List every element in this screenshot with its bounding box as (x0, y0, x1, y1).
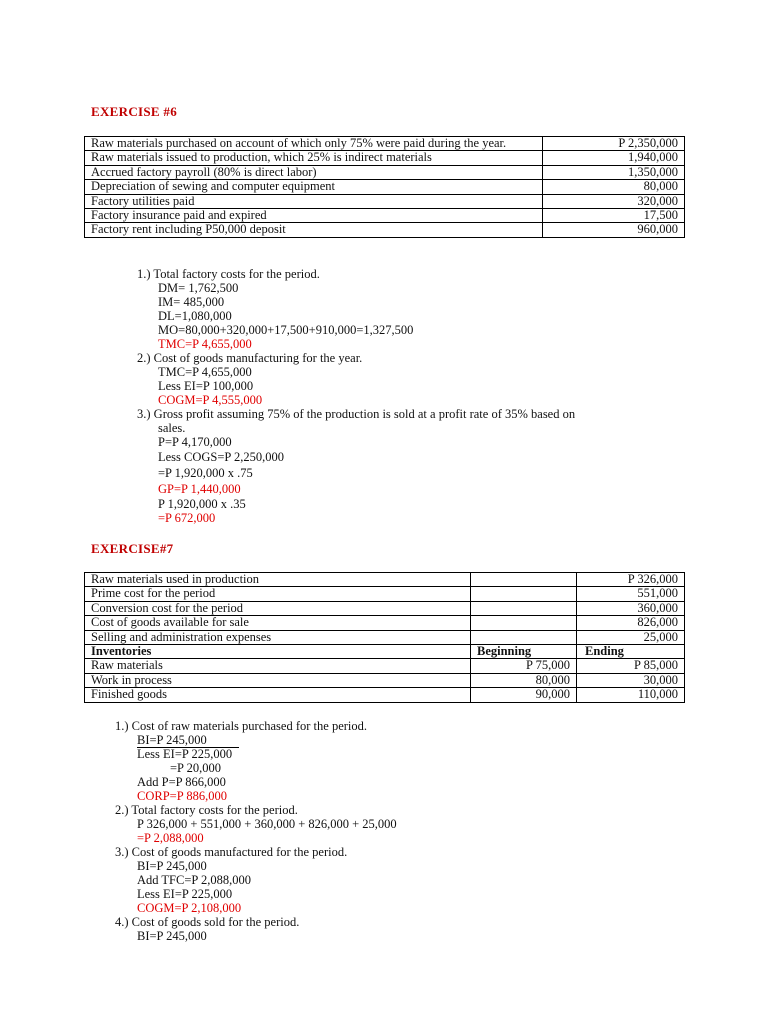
table-row (85, 137, 685, 151)
row-label: Raw materials issued to production, which 25% is indirect materials (85, 151, 543, 165)
row-value: 80,000 (543, 180, 685, 194)
answer-line: IM= 485,000 (158, 295, 225, 309)
answer-line: TMC=P 4,655,000 (158, 365, 252, 379)
answer-line: 3.) Cost of goods manufactured for the period. (115, 845, 348, 859)
answer-result: =P 672,000 (158, 511, 216, 525)
answer-line: 4.) Cost of goods sold for the period. (115, 915, 300, 929)
cell-end: P 326,000 (577, 573, 685, 587)
table-row (85, 630, 685, 644)
row-value: 1,940,000 (543, 151, 685, 165)
answer-line: BI=P 245,000 (137, 929, 207, 943)
row-value: 960,000 (543, 223, 685, 237)
answer-result: GP=P 1,440,000 (158, 482, 241, 496)
cell-end: 360,000 (577, 601, 685, 615)
cell-label: Finished goods (85, 688, 471, 702)
cell-label: Prime cost for the period (85, 587, 471, 601)
table-row (85, 659, 685, 673)
row-label: Raw materials purchased on account of which only 75% were paid during the year. (85, 137, 543, 151)
table-row (85, 573, 685, 587)
answer-line: P 326,000 + 551,000 + 360,000 + 826,000 + 25,000 (137, 817, 397, 831)
cell-label: Cost of goods available for sale (85, 616, 471, 630)
table-row (85, 151, 685, 165)
answer-line: 2.) Total factory costs for the period. (115, 803, 298, 817)
cell-label: Inventories (85, 645, 471, 659)
cell-end: 110,000 (577, 688, 685, 702)
row-label: Accrued factory payroll (80% is direct labor) (85, 165, 543, 179)
row-value: 1,350,000 (543, 165, 685, 179)
answer-line: =P 20,000 (170, 761, 222, 775)
row-value: P 2,350,000 (543, 137, 685, 151)
table-row (85, 587, 685, 601)
cell-begin: 90,000 (471, 688, 577, 702)
table-row (85, 601, 685, 615)
cell-begin (471, 630, 577, 644)
table-row (85, 209, 685, 223)
cell-end: P 85,000 (577, 659, 685, 673)
answer-line: BI=P 245,000 (137, 859, 207, 873)
row-value: 17,500 (543, 209, 685, 223)
underlined-text: BI=P 245,000 (137, 733, 239, 748)
answer-line (137, 733, 239, 748)
answer-result: COGM=P 2,108,000 (137, 901, 242, 915)
answer-line: MO=80,000+320,000+17,500+910,000=1,327,500 (158, 323, 414, 337)
cell-begin: P 75,000 (471, 659, 577, 673)
row-label: Factory rent including P50,000 deposit (85, 223, 543, 237)
exercise-7-heading: EXERCISE#7 (91, 541, 174, 556)
exercise-7-table (84, 572, 685, 703)
cell-label: Selling and administration expenses (85, 630, 471, 644)
table-row (85, 194, 685, 208)
answer-result: COGM=P 4,555,000 (158, 393, 263, 407)
answer-line: Add TFC=P 2,088,000 (137, 873, 252, 887)
table-row (85, 688, 685, 702)
table-header-row (85, 645, 685, 659)
answer-line: P=P 4,170,000 (158, 435, 232, 449)
answer-line: Add P=P 866,000 (137, 775, 226, 789)
cell-label: Raw materials (85, 659, 471, 673)
row-label: Factory insurance paid and expired (85, 209, 543, 223)
answer-line: Less EI=P 225,000 (137, 747, 233, 761)
answer-result: TMC=P 4,655,000 (158, 337, 252, 351)
cell-end: Ending (577, 645, 685, 659)
cell-begin (471, 601, 577, 615)
answer-line: 1.) Total factory costs for the period. (137, 267, 320, 281)
row-label: Factory utilities paid (85, 194, 543, 208)
table-row (85, 223, 685, 237)
answer-result: =P 2,088,000 (137, 831, 204, 845)
cell-begin: 80,000 (471, 673, 577, 687)
answer-line: sales. (158, 421, 186, 435)
cell-end: 551,000 (577, 587, 685, 601)
table-row (85, 673, 685, 687)
cell-end: 25,000 (577, 630, 685, 644)
answer-line: =P 1,920,000 x .75 (158, 466, 253, 480)
row-value: 320,000 (543, 194, 685, 208)
answer-result: CORP=P 886,000 (137, 789, 227, 803)
cell-end: 30,000 (577, 673, 685, 687)
exercise-6-heading: EXERCISE #6 (91, 104, 178, 119)
cell-begin (471, 587, 577, 601)
table-row (85, 180, 685, 194)
answer-line: P 1,920,000 x .35 (158, 497, 246, 511)
answer-line: DM= 1,762,500 (158, 281, 239, 295)
answer-line: 3.) Gross profit assuming 75% of the production is sold at a profit rate of 35% based on (137, 407, 576, 421)
answer-line: Less EI=P 100,000 (158, 379, 254, 393)
answer-line: DL=1,080,000 (158, 309, 232, 323)
cell-label: Raw materials used in production (85, 573, 471, 587)
exercise-6-table (84, 136, 685, 238)
answer-line: 1.) Cost of raw materials purchased for the period. (115, 719, 368, 733)
cell-label: Conversion cost for the period (85, 601, 471, 615)
cell-begin: Beginning (471, 645, 577, 659)
row-label: Depreciation of sewing and computer equipment (85, 180, 543, 194)
answer-line: Less EI=P 225,000 (137, 887, 233, 901)
cell-begin (471, 573, 577, 587)
table-row (85, 165, 685, 179)
cell-label: Work in process (85, 673, 471, 687)
cell-begin (471, 616, 577, 630)
answer-line: 2.) Cost of goods manufacturing for the year. (137, 351, 363, 365)
answer-line: Less COGS=P 2,250,000 (158, 450, 285, 464)
table-row (85, 616, 685, 630)
cell-end: 826,000 (577, 616, 685, 630)
